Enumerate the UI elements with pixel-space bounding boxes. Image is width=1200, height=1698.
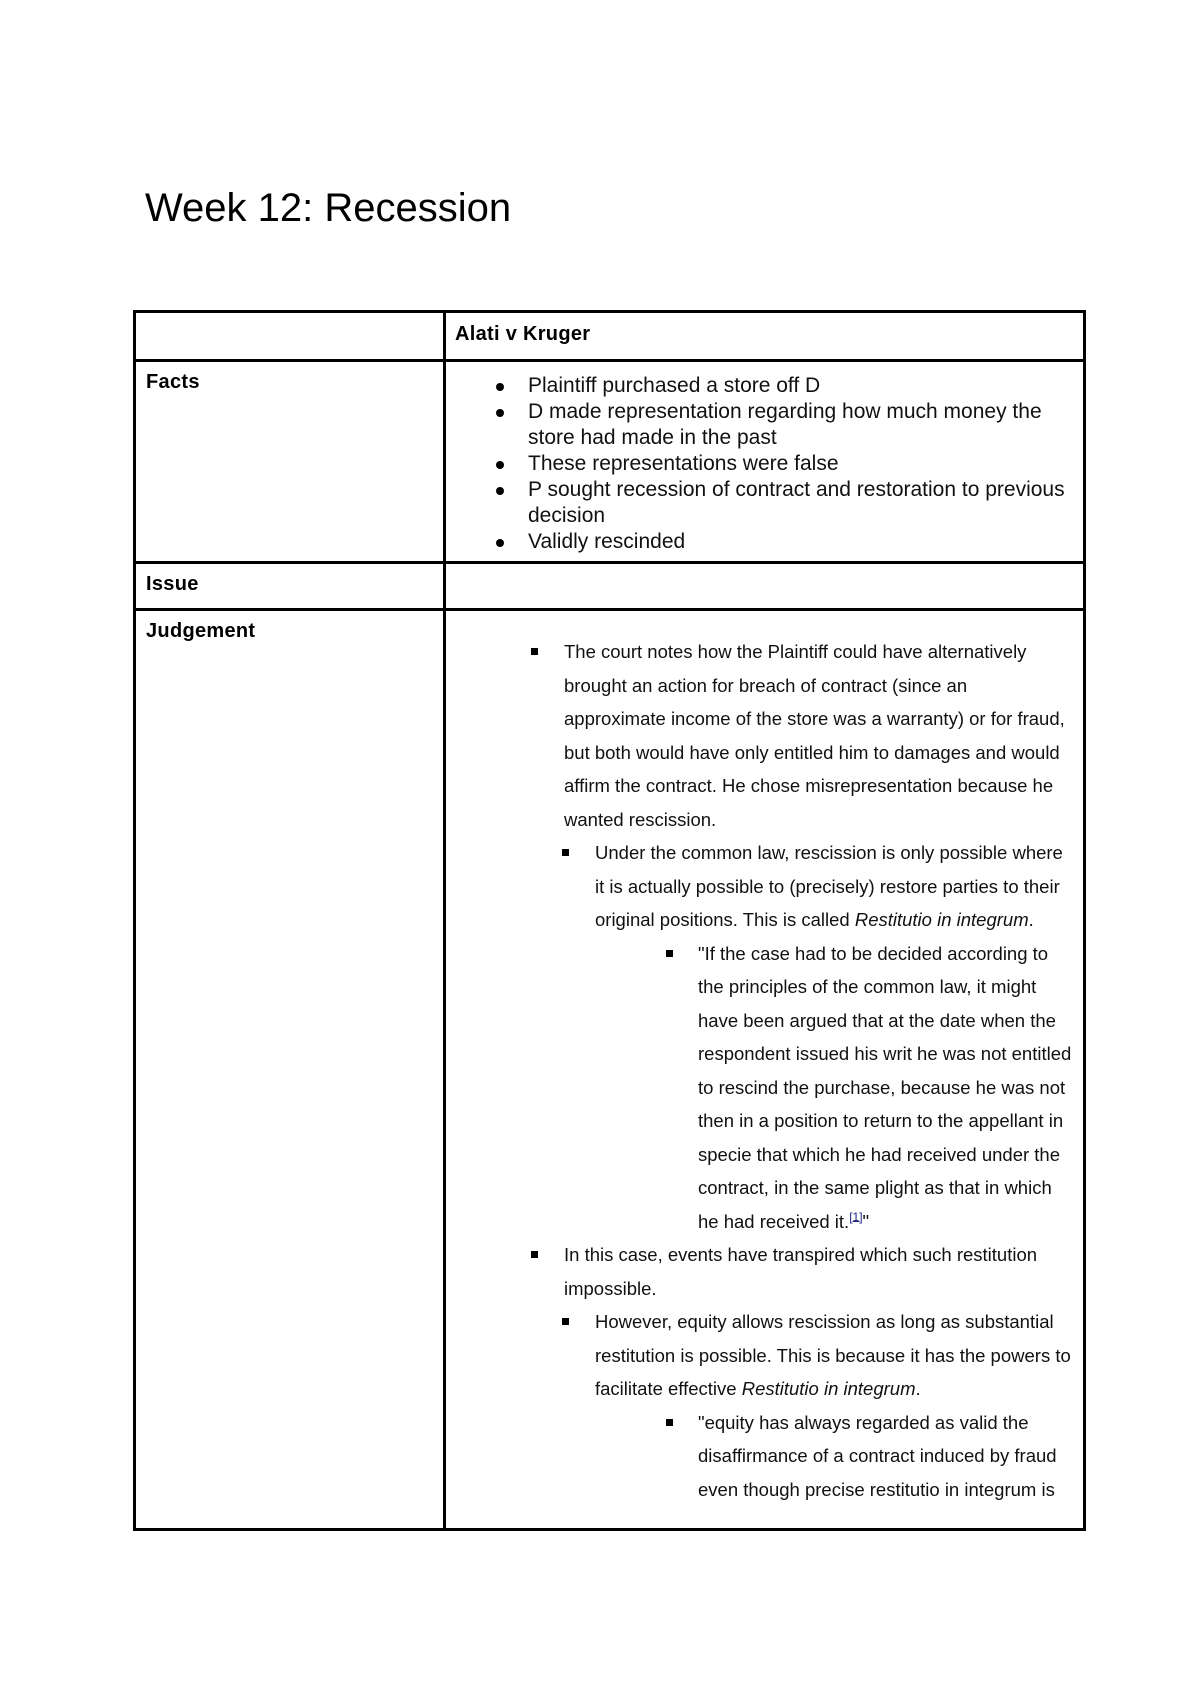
issue-row xyxy=(135,563,1085,610)
judgement-label: Judgement xyxy=(135,610,445,1530)
list-item: "If the case had to be decided according to the principles of the common law, it might have been argued that at the date when the respondent issued his writ he was not entitled to rescind the purchase, because he was not then in a position to return to the appellant in specie that which he had received under the contract, in the same plight as that in which he had received it.[1]" xyxy=(446,937,1073,1239)
facts-list xyxy=(446,362,1083,555)
bullet-icon xyxy=(496,539,504,547)
list-item: Under the common law, rescission is only possible where it is actually possible to (precisely) restore parties to their original positions. This is called Restitutio in integrum. xyxy=(446,836,1073,937)
list-item: These representations were false xyxy=(446,451,1073,477)
table-header-row xyxy=(135,312,1085,361)
list-item: Plaintiff purchased a store off D xyxy=(446,373,1073,399)
square-bullet-icon xyxy=(531,1251,538,1258)
square-bullet-icon xyxy=(562,1318,569,1325)
issue-label: Issue xyxy=(135,563,445,610)
case-table xyxy=(133,310,1086,1531)
facts-label: Facts xyxy=(135,361,445,563)
list-item: However, equity allows rescission as long as substantial restitution is possible. This is because it has the powers to facilitate effective Restitutio in integrum. xyxy=(446,1305,1073,1406)
bullet-icon xyxy=(496,409,504,417)
header-empty-cell xyxy=(135,312,445,361)
facts-row xyxy=(135,361,1085,563)
judgement-row xyxy=(135,610,1085,1530)
square-bullet-icon xyxy=(562,849,569,856)
bullet-icon xyxy=(496,461,504,469)
square-bullet-icon xyxy=(666,950,673,957)
list-item: P sought recession of contract and restoration to previous decision xyxy=(446,477,1073,529)
issue-cell xyxy=(445,563,1085,610)
square-bullet-icon xyxy=(531,648,538,655)
judgement-list xyxy=(446,611,1083,1506)
list-item: D made representation regarding how much money the store had made in the past xyxy=(446,399,1073,451)
footnote-link[interactable]: [1] xyxy=(849,1209,863,1224)
list-item: "equity has always regarded as valid the disaffirmance of a contract induced by fraud even though precise restitutio in integrum is xyxy=(446,1406,1073,1507)
list-item: The court notes how the Plaintiff could have alternatively brought an action for breach of contract (since an approximate income of the store was a warranty) or for fraud, but both would have only entitled him to damages and would affirm the contract. He chose misrepresentation because he wanted rescission. xyxy=(446,635,1073,836)
page-title: Week 12: Recession xyxy=(145,186,512,230)
judgement-cell xyxy=(445,610,1085,1530)
list-item: In this case, events have transpired which such restitution impossible. xyxy=(446,1238,1073,1305)
list-item: Validly rescinded xyxy=(446,529,1073,555)
bullet-icon xyxy=(496,383,504,391)
case-name: Alati v Kruger xyxy=(445,312,1085,361)
bullet-icon xyxy=(496,487,504,495)
facts-cell xyxy=(445,361,1085,563)
square-bullet-icon xyxy=(666,1419,673,1426)
